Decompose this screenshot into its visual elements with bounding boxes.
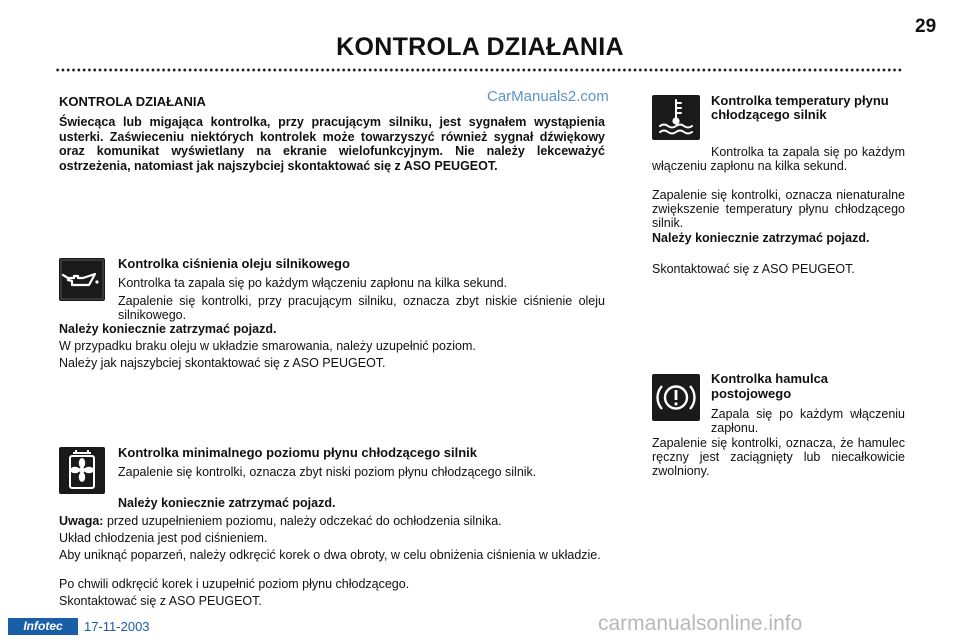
coolant-temp-text-3: Należy koniecznie zatrzymać pojazd. (652, 231, 870, 245)
footer-date: 17-11-2003 (84, 619, 150, 634)
coolant-level-text-6: Po chwili odkręcić korek i uzupełnić poziom płynu chłodzącego. (59, 577, 410, 591)
intro-text: Świecąca lub migająca kontrolka, przy pracującym silniku, jest sygnałem wystąpienia usterki. Zaświeceniu niektórych kontrolek może towarzyszyć również sygnał dźwiękowy oraz komunikat wyświetlany na ekranie wielofunkcyjnym. Nie należy lekceważyć ostrzeżenia, natomiast jak najszybciej skontaktować się z ASO PEUGEOT. (59, 115, 605, 173)
warning-label: Uwaga: (59, 514, 104, 528)
coolant-level-text-5: Aby uniknąć poparzeń, należy odkręcić korek o dwa obroty, w celu obniżenia ciśnienia w układzie. (59, 548, 601, 562)
coolant-temp-text-4: Skontaktować się z ASO PEUGEOT. (652, 262, 855, 276)
oil-heading: Kontrolka ciśnienia oleju silnikowego (118, 256, 350, 271)
coolant-temp-text-2: Zapalenie się kontrolki, oznacza nienaturalne zwiększenie temperatury płynu chłodzącego silnik. (652, 188, 905, 230)
warning-text: przed uzupełnieniem poziomu, należy odczekać do ochłodzenia silnika. (106, 514, 502, 528)
coolant-level-text-7: Skontaktować się z ASO PEUGEOT. (59, 594, 262, 608)
coolant-temp-heading: Kontrolka temperatury płynu chłodzącego silnik (711, 93, 889, 122)
parking-brake-icon (652, 374, 700, 421)
oil-text-4: W przypadku braku oleju w układzie smarowania, należy uzupełnić poziom. (59, 339, 476, 353)
watermark-carmanuals: CarManuals2.com (487, 88, 609, 105)
coolant-temp-text-1: Kontrolka ta zapala się po każdym włączeniu zapłonu na kilka sekund. (652, 145, 905, 173)
page-title: KONTROLA DZIAŁANIA (336, 33, 624, 61)
infotec-logo: Infotec (8, 618, 78, 635)
coolant-temperature-icon (652, 95, 700, 140)
oil-text-2: Zapalenie się kontrolki, przy pracującym silniku, oznacza zbyt niskie ciśnienie oleju silnikowego. (118, 294, 605, 322)
coolant-level-icon (59, 447, 105, 494)
intro-heading: KONTROLA DZIAŁANIA (59, 94, 206, 109)
parking-brake-text-1: Zapala się po każdym włączeniu zapłonu. (711, 407, 905, 435)
parking-brake-heading: Kontrolka hamulca postojowego (711, 371, 829, 401)
coolant-level-text-1: Zapalenie się kontrolki, oznacza zbyt niski poziom płynu chłodzącego silnik. (118, 465, 537, 479)
oil-text-5: Należy jak najszybciej skontaktować się z ASO PEUGEOT. (59, 356, 386, 370)
oil-can-icon (59, 258, 105, 301)
dotted-divider (55, 68, 903, 72)
parking-brake-text-2: Zapalenie się kontrolki, oznacza, że hamulec ręczny jest zaciągnięty lub niecałkowicie zwolniony. (652, 436, 905, 478)
watermark-carmanualsonline: carmanualsonline.info (598, 612, 803, 635)
oil-text-3: Należy koniecznie zatrzymać pojazd. (59, 322, 277, 336)
coolant-level-text-4: Układ chłodzenia jest pod ciśnieniem. (59, 531, 268, 545)
coolant-level-text-3 (59, 514, 609, 528)
page-number: 29 (915, 16, 937, 37)
coolant-level-heading: Kontrolka minimalnego poziomu płynu chłodzącego silnik (118, 445, 477, 460)
coolant-level-text-2: Należy koniecznie zatrzymać pojazd. (118, 496, 336, 510)
oil-text-1: Kontrolka ta zapala się po każdym włączeniu zapłonu na kilka sekund. (118, 276, 508, 290)
